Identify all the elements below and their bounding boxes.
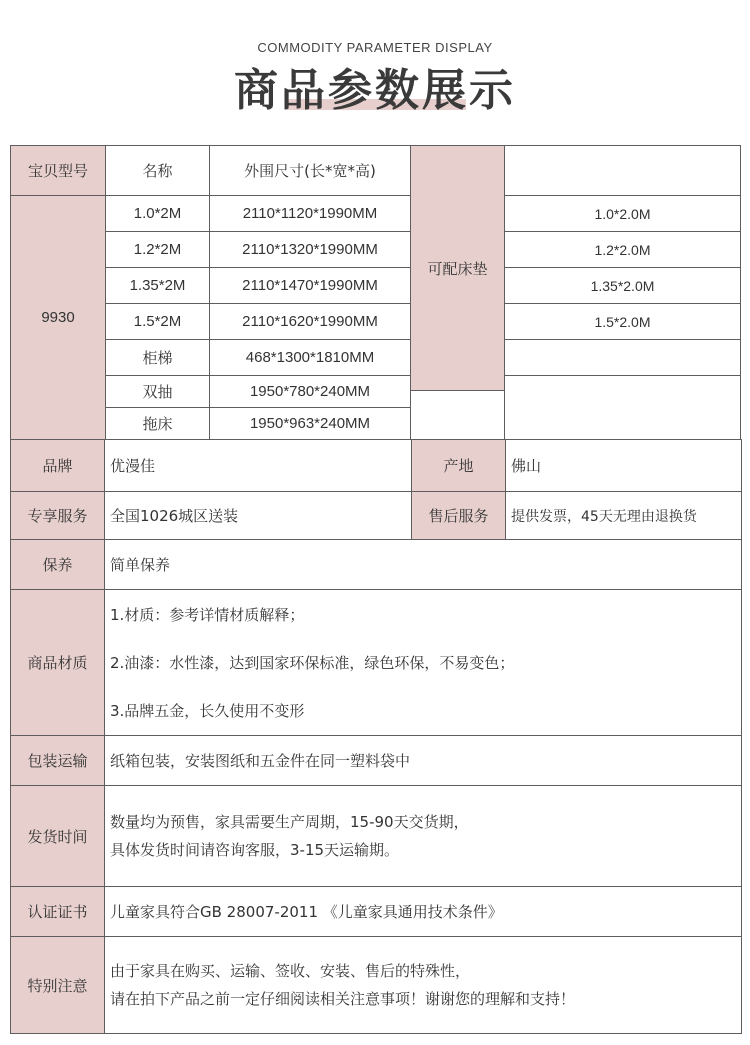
material-line: 2.油漆：水性漆，达到国家环保标准，绿色环保，不易变色；: [110, 653, 515, 672]
row-size: 1950*780*240MM: [209, 375, 411, 408]
material-line: 3.品牌五金，长久使用不变形: [110, 701, 305, 720]
model-number: 9930: [10, 195, 106, 440]
service-row: [11, 492, 742, 540]
row-name: 柜梯: [105, 339, 210, 376]
brand-label: 品牌: [11, 440, 105, 492]
row-size: 2110*1620*1990MM: [209, 303, 411, 340]
material-row: [11, 590, 742, 736]
row-size: 2110*1470*1990MM: [209, 267, 411, 304]
brand-row: [11, 440, 742, 492]
row-name: 双抽: [105, 375, 210, 408]
brand-value: 优漫佳: [105, 440, 412, 492]
row-name: 1.2*2M: [105, 231, 210, 268]
row-name: 拖床: [105, 407, 210, 440]
service-label: 专享服务: [11, 492, 105, 540]
row-size: 1950*963*240MM: [209, 407, 411, 440]
mattress-header-empty: [504, 145, 741, 196]
cert-value: 儿童家具符合GB 28007-2011 《儿童家具通用技术条件》: [105, 887, 742, 937]
material-line: 1.材质：参考详情材质解释；: [110, 605, 305, 624]
col-header-size: 外围尺寸(长*宽*高): [209, 145, 411, 196]
spec-table: [10, 145, 741, 440]
notice-label: 特别注意: [11, 937, 105, 1034]
mattress-empty-cell: [504, 375, 741, 440]
material-value: [105, 590, 742, 736]
row-name: 1.35*2M: [105, 267, 210, 304]
delivery-row: [11, 786, 742, 887]
care-label: 保养: [11, 540, 105, 590]
row-size: 468*1300*1810MM: [209, 339, 411, 376]
origin-value: 佛山: [506, 440, 742, 492]
row-size: 2110*1120*1990MM: [209, 195, 411, 232]
notice-row: [11, 937, 742, 1034]
notice-line: 请在拍下产品之前一定仔细阅读相关注意事项！谢谢您的理解和支持！: [110, 990, 576, 1008]
care-row: [11, 540, 742, 590]
cert-row: [11, 887, 742, 937]
material-label: 商品材质: [11, 590, 105, 736]
delivery-label: 发货时间: [11, 786, 105, 887]
cert-label: 认证证书: [11, 887, 105, 937]
packing-value: 纸箱包装，安装图纸和五金件在同一塑料袋中: [105, 736, 742, 786]
delivery-line: 具体发货时间请咨询客服，3-15天运输期。: [110, 841, 400, 859]
notice-line: 由于家具在购买、运输、签收、安装、售后的特殊性，: [110, 962, 471, 980]
row-mattress: 1.35*2.0M: [504, 267, 741, 304]
aftersale-label: 售后服务: [412, 492, 506, 540]
delivery-line: 数量均为预售，家具需要生产周期，15-90天交货期，: [110, 813, 469, 831]
col-header-model: 宝贝型号: [10, 145, 106, 196]
row-mattress: 1.0*2.0M: [504, 195, 741, 232]
packing-label: 包装运输: [11, 736, 105, 786]
origin-label: 产地: [412, 440, 506, 492]
col-header-name: 名称: [105, 145, 210, 196]
row-mattress: 1.5*2.0M: [504, 303, 741, 340]
page-title: 商品参数展示: [234, 65, 516, 116]
mattress-empty-cell: [410, 390, 505, 440]
row-mattress-empty: [504, 339, 741, 376]
delivery-value: [105, 786, 742, 887]
header-subtitle: COMMODITY PARAMETER DISPLAY: [257, 40, 493, 55]
care-value: 简单保养: [105, 540, 742, 590]
row-name: 1.0*2M: [105, 195, 210, 232]
row-name: 1.5*2M: [105, 303, 210, 340]
packing-row: [11, 736, 742, 786]
row-mattress: 1.2*2.0M: [504, 231, 741, 268]
aftersale-value: 提供发票，45天无理由退换货: [506, 492, 742, 540]
service-value: 全国1026城区送装: [105, 492, 412, 540]
notice-value: [105, 937, 742, 1034]
row-size: 2110*1320*1990MM: [209, 231, 411, 268]
info-table: [10, 439, 742, 1034]
mattress-label: 可配床垫: [410, 145, 505, 391]
